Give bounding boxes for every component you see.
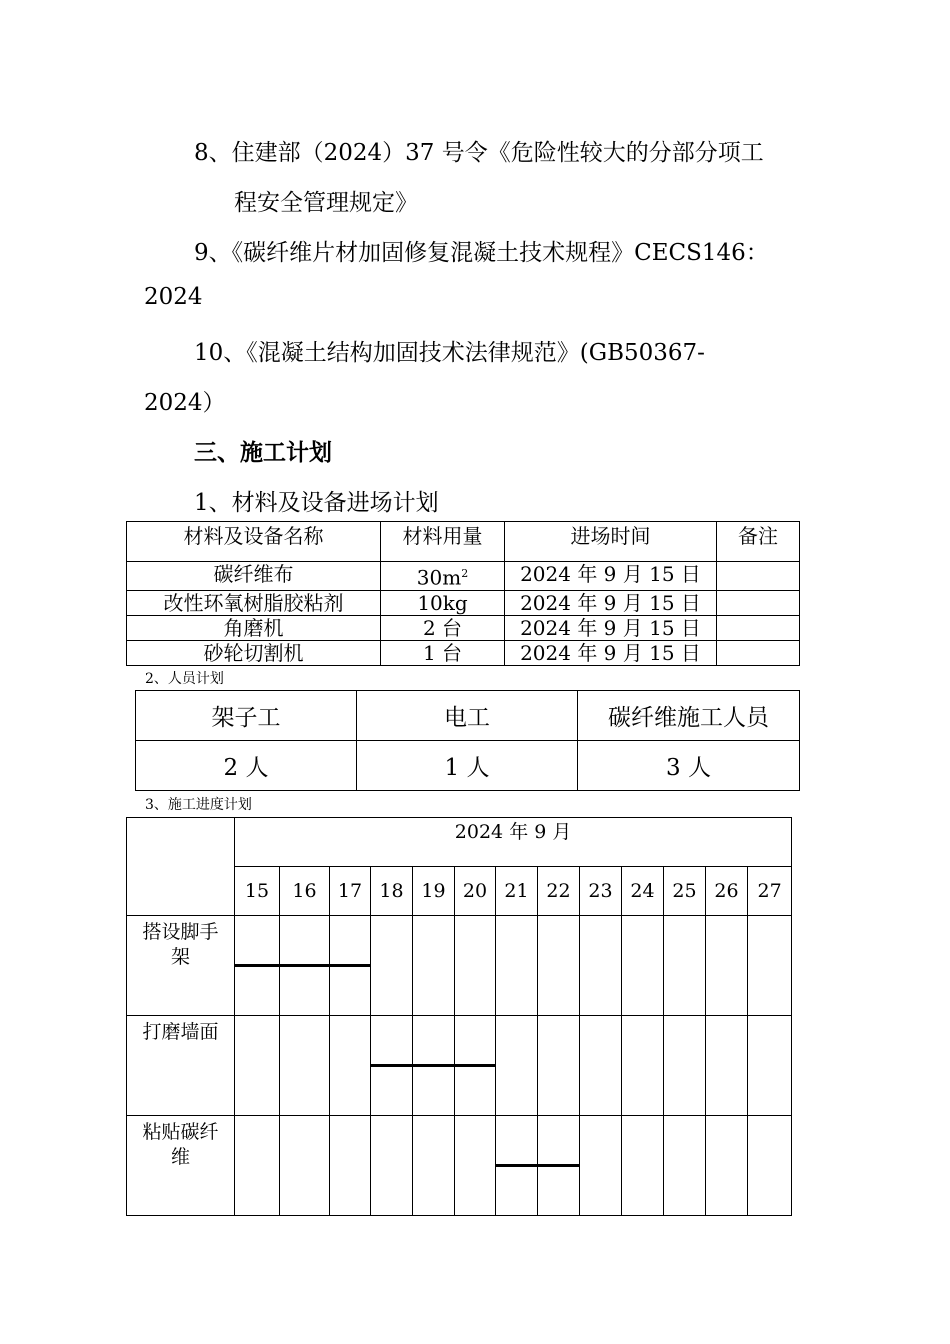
- staff-header-electrician: 电工: [357, 691, 578, 741]
- schedule-day-header: 20: [455, 867, 496, 916]
- schedule-cell: [330, 916, 371, 1016]
- schedule-cell: [622, 1116, 664, 1216]
- reference-8-line1: 8、住建部（2024）37 号令《危险性较大的分部分项工: [194, 140, 764, 166]
- schedule-cell: [706, 1116, 748, 1216]
- schedule-day-header: 18: [371, 867, 413, 916]
- task-name: [127, 1116, 235, 1216]
- material-date: 2024 年 9 月 15 日: [505, 590, 717, 615]
- schedule-cell: [280, 916, 330, 1016]
- schedule-cell: [330, 1116, 371, 1216]
- task-name-line2: 架: [170, 946, 190, 968]
- schedule-cell: [413, 916, 455, 1016]
- task-name-line1: 打磨墙面: [142, 1021, 219, 1043]
- schedule-cell: [455, 1116, 496, 1216]
- schedule-day-header: 24: [622, 867, 664, 916]
- staff-title: 2、人员计划: [145, 671, 224, 687]
- schedule-cell: [371, 1016, 413, 1116]
- material-name: 角磨机: [127, 615, 381, 640]
- schedule-day-header: 16: [280, 867, 330, 916]
- schedule-bar-segment: [496, 1164, 537, 1167]
- material-note: [717, 640, 800, 665]
- schedule-day-header: 23: [580, 867, 622, 916]
- schedule-day-header: 15: [235, 867, 280, 916]
- schedule-cell: [706, 916, 748, 1016]
- schedule-cell: [748, 1116, 792, 1216]
- schedule-corner-cell: [127, 818, 235, 916]
- staff-count-row: [136, 741, 800, 791]
- task-name-line1: 粘贴碳纤: [142, 1121, 219, 1143]
- materials-title: 1、材料及设备进场计划: [194, 490, 439, 516]
- schedule-day-header: 21: [496, 867, 538, 916]
- schedule-title: 3、施工进度计划: [145, 797, 252, 813]
- schedule-day-header: 17: [330, 867, 371, 916]
- task-name-line2: 维: [170, 1146, 190, 1168]
- schedule-cell: [371, 916, 413, 1016]
- task-name: [127, 916, 235, 1016]
- schedule-cell: [748, 1016, 792, 1116]
- schedule-day-header: 22: [538, 867, 580, 916]
- schedule-bar-segment: [455, 1064, 495, 1067]
- material-date: 2024 年 9 月 15 日: [505, 640, 717, 665]
- schedule-cell: [455, 916, 496, 1016]
- materials-table: [126, 521, 800, 666]
- schedule-cell: [538, 1016, 580, 1116]
- material-date: 2024 年 9 月 15 日: [505, 615, 717, 640]
- material-note: [717, 615, 800, 640]
- schedule-day-header: 25: [664, 867, 706, 916]
- schedule-table: [126, 817, 792, 1216]
- reference-9-line2: 2024: [144, 284, 203, 310]
- schedule-cell: [706, 1016, 748, 1116]
- schedule-cell: [622, 916, 664, 1016]
- schedule-bar-segment: [371, 1064, 412, 1067]
- task-name: [127, 1016, 235, 1116]
- table-row: [127, 562, 800, 591]
- material-note: [717, 562, 800, 591]
- schedule-cell: [413, 1116, 455, 1216]
- staff-count-electrician: 1 人: [357, 741, 578, 791]
- materials-header-date: 进场时间: [505, 522, 717, 562]
- schedule-cell: [538, 916, 580, 1016]
- table-row: [127, 615, 800, 640]
- schedule-cell: [235, 1016, 280, 1116]
- schedule-cell: [580, 916, 622, 1016]
- reference-8-line2: 程安全管理规定》: [234, 190, 418, 216]
- staff-header-cfrp-worker: 碳纤维施工人员: [578, 691, 800, 741]
- section-title: 三、施工计划: [194, 439, 332, 466]
- schedule-cell: [748, 916, 792, 1016]
- materials-header-qty: 材料用量: [381, 522, 505, 562]
- schedule-cell: [664, 1116, 706, 1216]
- schedule-cell: [496, 1016, 538, 1116]
- schedule-day-header: 19: [413, 867, 455, 916]
- schedule-cell: [280, 1116, 330, 1216]
- materials-header-note: 备注: [717, 522, 800, 562]
- reference-9-line1: 9、《碳纤维片材加固修复混凝土技术规程》CECS146：: [194, 240, 769, 266]
- material-qty: 2 台: [381, 615, 505, 640]
- schedule-cell: [496, 1116, 538, 1216]
- staff-table: [135, 690, 800, 791]
- schedule-month: 2024 年 9 月: [235, 818, 792, 867]
- schedule-cell: [235, 916, 280, 1016]
- staff-header-scaffolder: 架子工: [136, 691, 357, 741]
- schedule-cell: [622, 1016, 664, 1116]
- schedule-bar-segment: [330, 964, 370, 967]
- table-row: [127, 640, 800, 665]
- material-qty: 1 台: [381, 640, 505, 665]
- schedule-task-row: [127, 916, 792, 1016]
- schedule-task-row: [127, 1116, 792, 1216]
- reference-10-line1: 10、《混凝土结构加固技术法律规范》(GB50367-: [194, 340, 705, 366]
- schedule-cell: [664, 916, 706, 1016]
- staff-count-cfrp-worker: 3 人: [578, 741, 800, 791]
- materials-header-row: [127, 522, 800, 562]
- schedule-bar-segment: [413, 1064, 454, 1067]
- table-row: [127, 590, 800, 615]
- schedule-cell: [371, 1116, 413, 1216]
- schedule-day-header: 26: [706, 867, 748, 916]
- schedule-cell: [664, 1016, 706, 1116]
- reference-10-line2: 2024）: [144, 390, 226, 416]
- schedule-cell: [413, 1016, 455, 1116]
- staff-header-row: [136, 691, 800, 741]
- schedule-cell: [580, 1116, 622, 1216]
- material-qty: 10kg: [381, 590, 505, 615]
- task-name-line1: 搭设脚手: [142, 921, 219, 943]
- schedule-day-header: 27: [748, 867, 792, 916]
- schedule-cell: [280, 1016, 330, 1116]
- material-name: 改性环氧树脂胶粘剂: [127, 590, 381, 615]
- material-note: [717, 590, 800, 615]
- schedule-cell: [580, 1016, 622, 1116]
- schedule-bar-segment: [235, 964, 279, 967]
- material-name: 碳纤维布: [127, 562, 381, 591]
- staff-count-scaffolder: 2 人: [136, 741, 357, 791]
- schedule-cell: [235, 1116, 280, 1216]
- materials-header-name: 材料及设备名称: [127, 522, 381, 562]
- material-qty: $30m^2$: [381, 562, 505, 591]
- material-date: 2024 年 9 月 15 日: [505, 562, 717, 591]
- schedule-cell: [330, 1016, 371, 1116]
- schedule-cell: [496, 916, 538, 1016]
- schedule-bar-segment: [280, 964, 329, 967]
- schedule-bar-segment: [538, 1164, 579, 1167]
- schedule-task-row: [127, 1016, 792, 1116]
- schedule-cell: [455, 1016, 496, 1116]
- schedule-cell: [538, 1116, 580, 1216]
- material-name: 砂轮切割机: [127, 640, 381, 665]
- material-qty-superscript: 2: [461, 567, 469, 580]
